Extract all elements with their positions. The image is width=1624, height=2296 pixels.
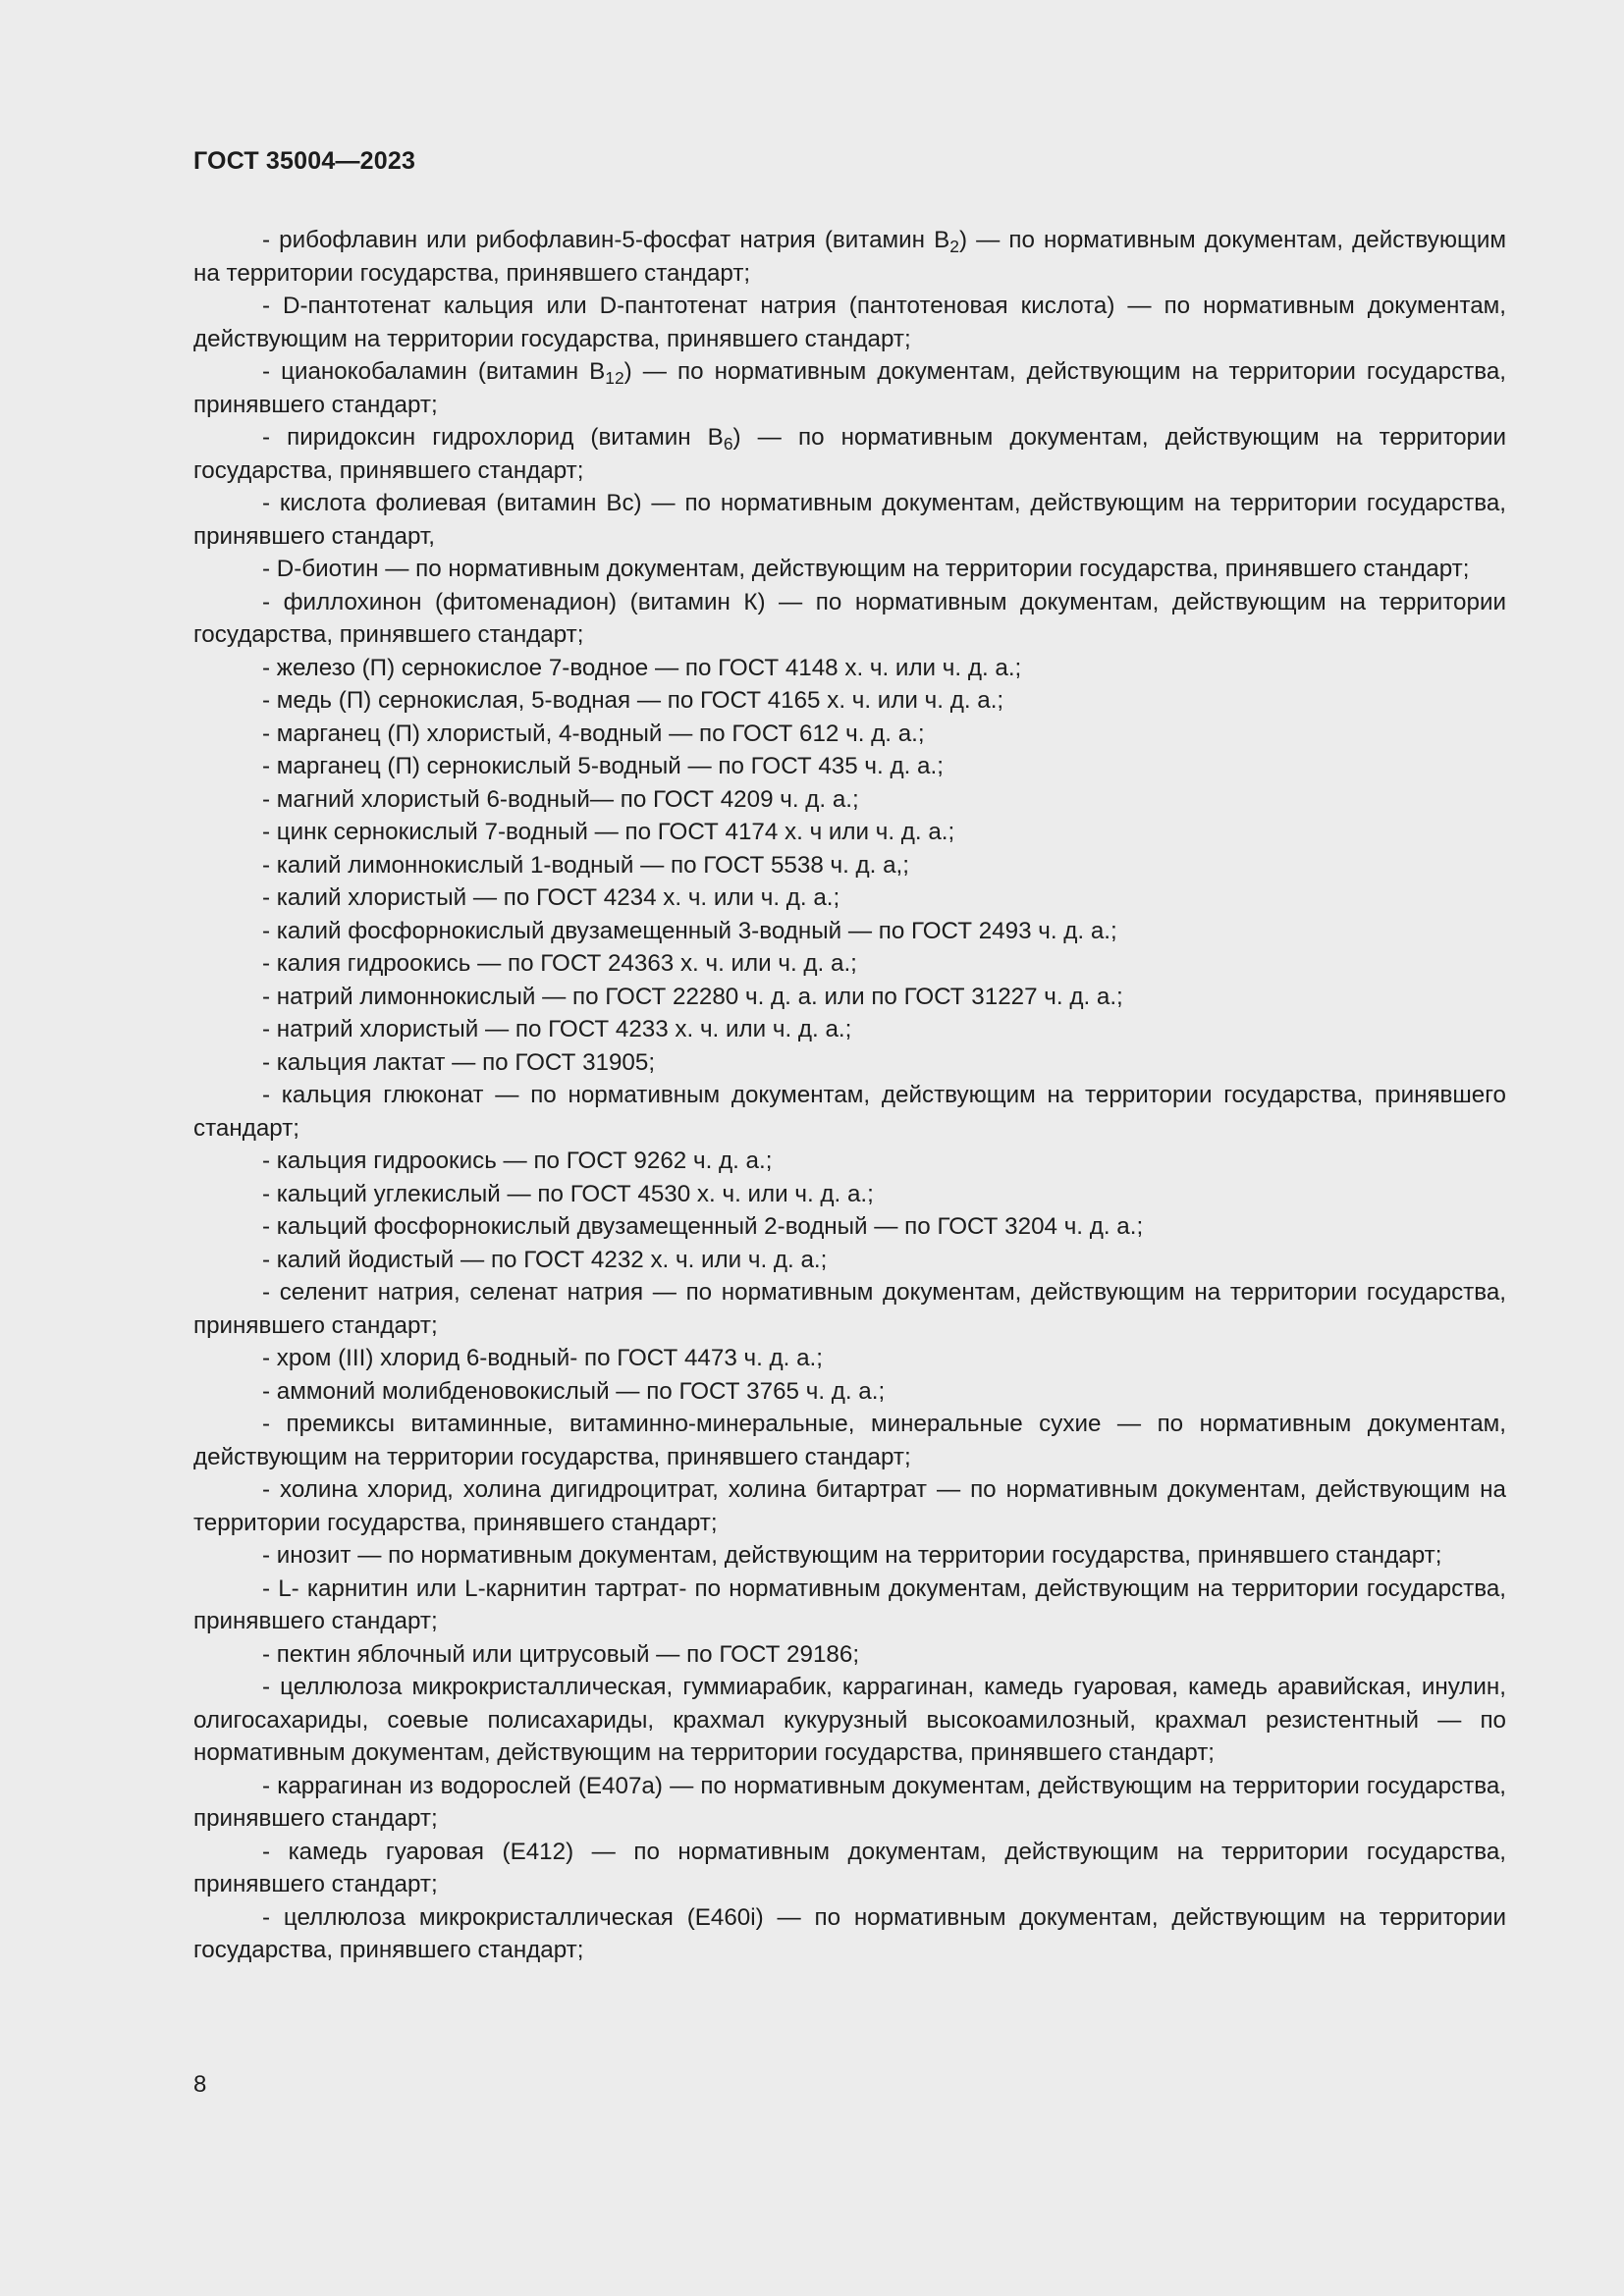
list-item-text: - калий фосфорнокислый двузамещенный 3-водный — по ГОСТ 2493 ч. д. а.; bbox=[262, 917, 1117, 944]
list-item bbox=[193, 652, 1506, 685]
list-item bbox=[193, 1375, 1506, 1409]
list-item bbox=[193, 1342, 1506, 1375]
list-item-text: - медь (П) сернокислая, 5-водная — по ГОСТ 4165 х. ч. или ч. д. а.; bbox=[262, 687, 1004, 714]
list-item bbox=[193, 553, 1506, 586]
list-item-text: - кальций фосфорнокислый двузамещенный 2-водный — по ГОСТ 3204 ч. д. а.; bbox=[262, 1213, 1144, 1240]
list-item bbox=[193, 1901, 1506, 1967]
list-item bbox=[193, 816, 1506, 849]
document-body bbox=[193, 224, 1506, 1967]
list-item-text: - марганец (П) хлористый, 4-водный — по ГОСТ 612 ч. д. а.; bbox=[262, 720, 925, 747]
list-item bbox=[193, 1671, 1506, 1770]
list-item bbox=[193, 1178, 1506, 1211]
list-item bbox=[193, 1079, 1506, 1145]
list-item bbox=[193, 849, 1506, 882]
list-item-text: - холина хлорид, холина дигидроцитрат, холина битартрат — по нормативным документам, действующим на территории государства, принявшего стандарт; bbox=[193, 1476, 1506, 1536]
list-item-text: - камедь гуаровая (Е412) — по нормативным документам, действующим на территории государства, принявшего стандарт; bbox=[193, 1838, 1506, 1897]
list-item bbox=[193, 421, 1506, 487]
list-item-text: - каррагинан из водорослей (Е407а) — по нормативным документам, действующим на территории государства, принявшего стандарт; bbox=[193, 1772, 1506, 1832]
list-item-text: - D-биотин — по нормативным документам, действующим на территории государства, принявшего стандарт; bbox=[262, 556, 1470, 582]
list-item-text: - D-пантотенат кальция или D-пантотенат натрия (пантотеновая кислота) — по нормативным документам, действующим на территории государства, принявшего стандарт; bbox=[193, 293, 1506, 352]
list-item-text: - магний хлористый 6-водный— по ГОСТ 4209 ч. д. а.; bbox=[262, 785, 859, 813]
list-item-text: - кислота фолиевая (витамин Вс) — по нормативным документам, действующим на территории государства, принявшего стандарт, bbox=[193, 490, 1506, 550]
subscript: 6 bbox=[723, 433, 733, 454]
list-item bbox=[193, 1573, 1506, 1638]
list-item-text: - цианокобаламин (витамин В bbox=[262, 358, 606, 385]
list-item bbox=[193, 1244, 1506, 1277]
list-item-text: - кальций углекислый — по ГОСТ 4530 х. ч. или ч. д. а.; bbox=[262, 1180, 874, 1207]
document-header: ГОСТ 35004—2023 bbox=[193, 147, 416, 175]
list-item bbox=[193, 1145, 1506, 1178]
list-item-text: - калия гидроокись — по ГОСТ 24363 х. ч. или ч. д. а.; bbox=[262, 950, 857, 977]
list-item bbox=[193, 881, 1506, 915]
list-item-text: - L- карнитин или L-карнитин тартрат- по нормативным документам, действующим на территории государства, принявшего стандарт; bbox=[193, 1575, 1506, 1634]
list-item bbox=[193, 1046, 1506, 1080]
list-item-text: - калий хлористый — по ГОСТ 4234 х. ч. или ч. д. а.; bbox=[262, 884, 840, 911]
list-item bbox=[193, 1539, 1506, 1573]
list-item-text: - аммоний молибденовокислый — по ГОСТ 3765 ч. д. а.; bbox=[262, 1377, 886, 1405]
list-item bbox=[193, 1210, 1506, 1244]
list-item bbox=[193, 718, 1506, 751]
list-item-text: - натрий хлористый — по ГОСТ 4233 х. ч. или ч. д. а.; bbox=[262, 1016, 852, 1042]
list-item bbox=[193, 1013, 1506, 1046]
list-item-text: - кальция глюконат — по нормативным документам, действующим на территории государства, принявшего стандарт; bbox=[193, 1082, 1506, 1142]
list-item bbox=[193, 947, 1506, 981]
list-item-text: - филлохинон (фитоменадион) (витамин К) — по нормативным документам, действующим на территории государства, принявшего стандарт; bbox=[193, 588, 1506, 648]
list-item-text: - премиксы витаминные, витаминно-минеральные, минеральные сухие — по нормативным документам, действующим на территории государства, принявшего стандарт; bbox=[193, 1411, 1506, 1470]
list-item-text: - калий лимоннокислый 1-водный — по ГОСТ 5538 ч. д. а,; bbox=[262, 851, 909, 879]
list-item-text: - кальция гидроокись — по ГОСТ 9262 ч. д. а.; bbox=[262, 1148, 773, 1174]
list-item bbox=[193, 355, 1506, 421]
list-item bbox=[193, 684, 1506, 718]
list-item-text: - хром (III) хлорид 6-водный- по ГОСТ 4473 ч. д. а.; bbox=[262, 1345, 823, 1371]
page-number: 8 bbox=[193, 2071, 207, 2098]
list-item-text: - пиридоксин гидрохлорид (витамин В bbox=[262, 424, 724, 451]
list-item bbox=[193, 1408, 1506, 1473]
list-item bbox=[193, 750, 1506, 783]
list-item bbox=[193, 586, 1506, 652]
list-item bbox=[193, 1770, 1506, 1836]
list-item bbox=[193, 1638, 1506, 1672]
list-item bbox=[193, 783, 1506, 817]
list-item-text: - железо (П) сернокислое 7-водное — по ГОСТ 4148 х. ч. или ч. д. а.; bbox=[262, 654, 1022, 681]
list-item bbox=[193, 1836, 1506, 1901]
list-item bbox=[193, 290, 1506, 355]
list-item-text: - рибофлавин или рибофлавин-5-фосфат натрия (витамин В bbox=[262, 227, 950, 253]
list-item-text: - натрий лимоннокислый — по ГОСТ 22280 ч. д. а. или по ГОСТ 31227 ч. д. а.; bbox=[262, 983, 1123, 1010]
list-item-text: - цинк сернокислый 7-водный — по ГОСТ 4174 х. ч или ч. д. а.; bbox=[262, 819, 955, 845]
list-item-text: - целлюлоза микрокристаллическая (Е460i) — по нормативным документам, действующим на территории государства, принявшего стандарт; bbox=[193, 1903, 1506, 1963]
list-item-text: - пектин яблочный или цитрусовый — по ГОСТ 29186; bbox=[262, 1640, 860, 1668]
list-item bbox=[193, 1276, 1506, 1342]
list-item-text: - целлюлоза микрокристаллическая, гуммиарабик, каррагинан, камедь гуаровая, камедь аравийская, инулин, олигосахариды, соевые полисахариды, крахмал кукурузный высокоамилозный, крахмал резистентный — по нормативным документам, действующим на территории государства, принявшего стандарт; bbox=[193, 1674, 1506, 1766]
list-item bbox=[193, 487, 1506, 553]
list-item-text: - марганец (П) сернокислый 5-водный — по ГОСТ 435 ч. д. а.; bbox=[262, 753, 944, 779]
list-item-text-continued: ) — по нормативным документам, действующим на территории государства, принявшего стандарт; bbox=[193, 227, 1506, 287]
list-item bbox=[193, 915, 1506, 948]
list-item bbox=[193, 1473, 1506, 1539]
list-item-text-continued: ) — по нормативным документам, действующим на территории государства, принявшего стандарт; bbox=[193, 424, 1507, 484]
list-item-text-continued: ) — по нормативным документам, действующим на территории государства, принявшего стандарт; bbox=[193, 358, 1506, 418]
subscript: 2 bbox=[949, 236, 959, 256]
list-item bbox=[193, 224, 1506, 290]
list-item-text: - калий йодистый — по ГОСТ 4232 х. ч. или ч. д. а.; bbox=[262, 1246, 828, 1273]
list-item-text: - кальция лактат — по ГОСТ 31905; bbox=[262, 1048, 656, 1076]
list-item-text: - селенит натрия, селенат натрия — по нормативным документам, действующим на территории государства, принявшего стандарт; bbox=[193, 1279, 1506, 1339]
list-item bbox=[193, 981, 1506, 1014]
list-item-text: - инозит — по нормативным документам, действующим на территории государства, принявшего стандарт; bbox=[262, 1542, 1442, 1569]
subscript: 12 bbox=[605, 367, 624, 388]
